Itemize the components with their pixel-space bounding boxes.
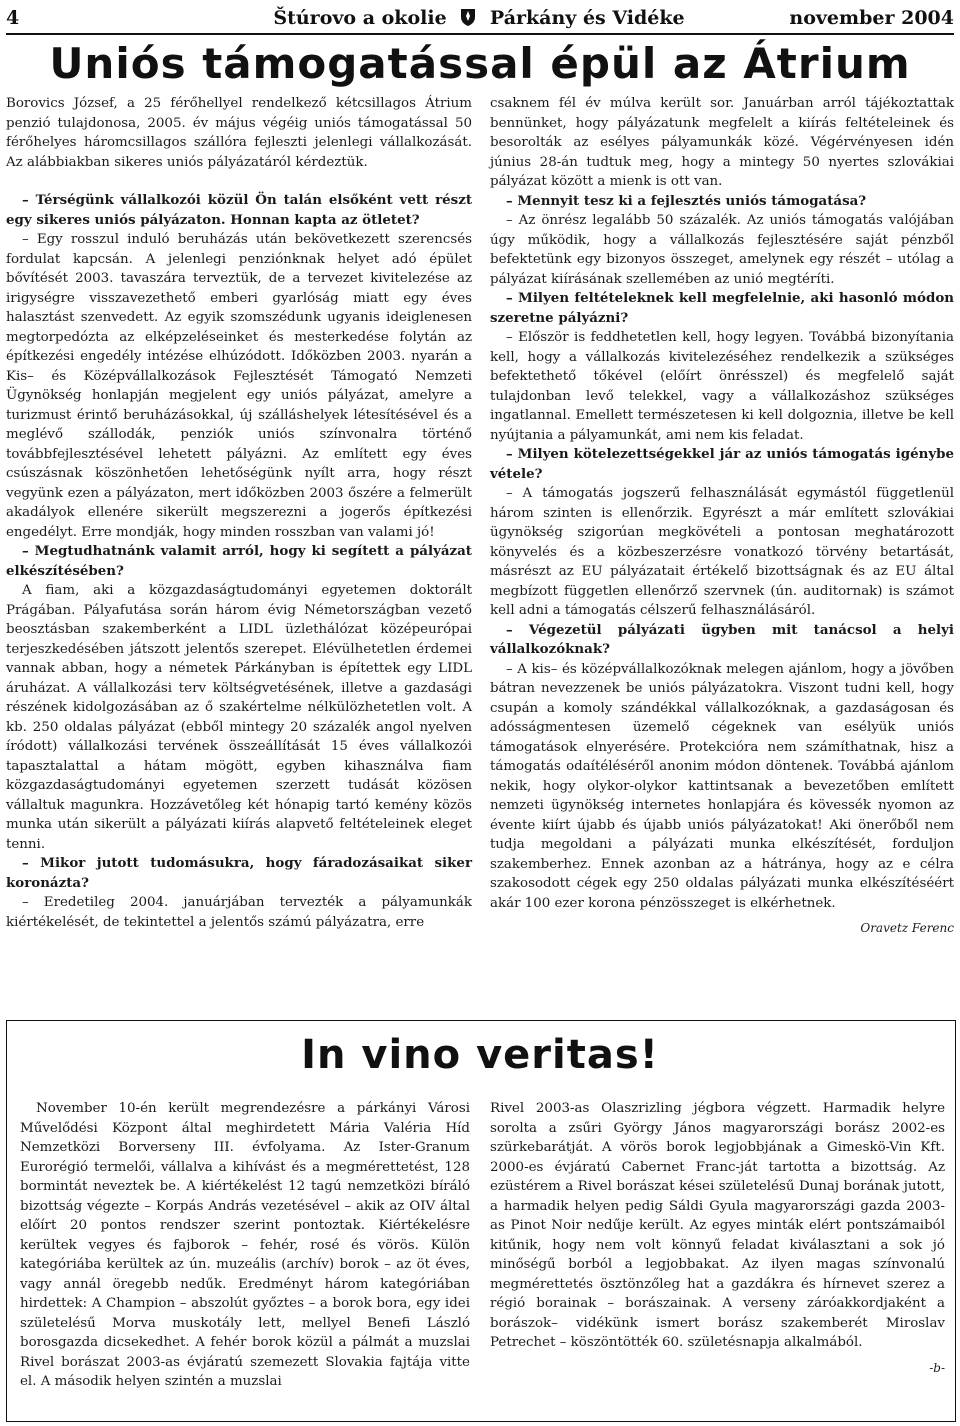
lead-paragraph: Borovics József, a 25 férőhellyel rendelkező kétcsillagos Átrium penzió tulajdonosa, 2005. év május végéig uniós támogatással 50 férőhelyes háromcsillagos szállóra fejleszti jelenlegi vállalkozását. Az alábbiakban sikeres uniós pályázatáról kérdeztük. [6, 96, 472, 170]
wine-article-headline: In vino veritas! [301, 1032, 659, 1078]
wine-article-signature: -b- [929, 1360, 945, 1375]
interview-question: – Mikor jutott tudomásukra, hogy fáradozásaikat siker koronázta? [6, 855, 472, 891]
interview-answer: – Először is feddhetetlen kell, hogy legyen. Továbbá bizonyítania kell, hogy a vállalkozás kivitelezéséhez rendelkezik a szükséges befektethető tőkével (előírt önrésszel) és megfelelő saját tulajdonban levő telekkel, vagy a vállalkozáshoz szükséges ingatlannal. Emellett természetesen ki kell dolgoznia, illetve be kell nyújtania a pályamunkát, ami nem kis feladat. [490, 330, 954, 443]
interview-question: – Milyen kötelezettségekkel jár az uniós támogatás igénybe vétele? [490, 446, 954, 482]
publication-name-sk: Štúrovo a okolie [273, 7, 447, 29]
wine-article-text: November 10-én került megrendezésre a párkányi Városi Művelődési Központ által meghirdetett Mária Valéria Híd Nemzetközi Borverseny III. évfolyama. Az Ister-Granum Eurorégió termelői, vállalva a kihívást és a megmérettetést, 128 bormintát neveztek be. A kiértékelést 12 tagú nemzetközi bíráló bizottság végezte – Korpás András vezetésével – akik az OIV által előírt 20 pontos rendszer szerint pontoztak. Kiértékelésre kerültek vegyes és fajborok – fehér, rosé és vörös. Külön kategóriába kerültek az ún. muzeális (archív) borok – az öt éves, vagy annál öregebb nedűk. Eredményt három kategóriában hirdettek: A Champion – abszolút győztes – a borok bora, egy idei születelésű Morva muskotály lett, mellyel Benefi László borosgazda dicsekedhet. A fehér borok közül a pálmát a muzslai Rivel borászat 2003-as évjáratú szemezett Slovakia fajtája vitte el. A második helyen szintén a muzslai [20, 1101, 470, 1389]
interview-answer: – A támogatás jogszerű felhasználását egymástól függetlenül három szinten is ellenőrzik. Egyrészt a már említett szlovákiai ügynökség szigorúan megkövételi a pontosan meghatározott könyvelés és a közbeszerzésre vonatkozó törvény betartását, másrészt az EU pályázatait értékelő bizottságnak és az EU által megbízott független ellenőrző szervnek (ún. auditornak) is számot kell adni a támogatás célszerű felhasználásáról. [490, 486, 954, 618]
interview-answer: A fiam, aki a közgazdaságtudományi egyetemen doktorált Prágában. Pályafutása során három évig Németországban vezető beosztásban szakemberként a LIDL üzlethálózat középeurópai terjeszkedésében játszott jelentős szerepet. Elévülhetetlen érdemei vannak abban, hogy a németek Párkányban is építettek egy LIDL áruházat. A vállalkozási terv költségvetésének, illetve a gazdasági részének kidolgozásában az ő szakértelme nélkülözhetetlen volt. A kb. 250 oldalas pályázat (ebből mintegy 20 százalék angol nyelven íródott) vállalkozási tervének összeállítását 15 éves vállalkozói tapasztalattal a hátam mögött, egyben kihasználva fiam közgazdaságtudományi egyetemen szerzett tudását közösen vállaltuk magunkra. Hozzávetőleg két hónapig tartó kemény közös munka után sikerült a pályázati kiírás alapvető feltételeinek eleget tenni. [6, 583, 472, 852]
interview-answer: – Az önrész legalább 50 százalék. Az uniós támogatás valójában úgy működik, hogy a vállalkozás fejlesztésére saját pénzből befektetünk egy bizonyos összeget, amelynek egy részét – utólag a pályázat kiírásának szellemében az unió megtéríti. [490, 213, 954, 287]
publication-name-hu: Párkány és Vidéke [489, 7, 685, 29]
article-headline: Uniós támogatással épül az Átrium [49, 39, 911, 88]
wine-article-column-right [490, 1099, 945, 1378]
crest-icon [459, 7, 477, 27]
interview-answer: – A kis– és középvállalkozóknak melegen ajánlom, hogy a jövőben bátran nevezzenek be uniós pályázatokra. Viszont tudni kell, hogy csupán a komoly szándékkal vállalkozóknak, a gazdaságosan és adósságmentesen üzemelő cégeknek van esélyük uniós támogatások elnyerésére. Protekcióra nem számíthatnak, hisz a támogatás odaítéléséről anonim módon döntenek. Továbbá ajánlom nekik, hogy olykor-olykor kattintsanak a bevezetőben említett nemzeti ügynökség internetes honlapjára és kövessék nyomon az évente kiírt újabb és újabb uniós pályázatokat! Aki önerőből nem tudja megoldani a pályázati munka elkészítését, forduljon szakemberhez. Ennek azonban az a hátránya, hogy az e célra szakosodott cégek egy 250 oldalas pályázati munka elkészítéséért akár 100 ezer korona pénzösszeget is elkérhetnek. [490, 661, 954, 911]
interview-question: – Milyen feltételeknek kell megfelelnie, aki hasonló módon szeretne pályázni? [490, 290, 954, 326]
continued-paragraph: csaknem fél év múlva került sor. Januárban arról tájékoztattak bennünket, hogy pályázatunk megfelelt a kiírás feltételeinek és besorolták az esélyes pályamunkák közé. Végérvényesen idén június 28-án tudtuk meg, hogy a mintegy 50 nyertes szlovákiai pályázat között a mienk is ott van. [490, 96, 954, 189]
article-column-right [490, 94, 954, 939]
interview-answer: – Eredetileg 2004. januárjában tervezték a pályamunkák kiértékelését, de tekintettel a jelentős számú pályázatra, erre [6, 895, 472, 930]
issue-date: november 2004 [789, 7, 954, 29]
interview-question: – Térségünk vállalkozói közül Ön talán elsőként vett részt egy sikeres uniós pályázaton. Honnan kapta az ötletet? [6, 192, 472, 228]
interview-question: – Végezetül pályázati ügyben mit tanácsol a helyi vállalkozóknak? [490, 621, 954, 657]
interview-question: – Megtudhatnánk valamit arról, hogy ki segített a pályázat elkészítésében? [6, 543, 472, 579]
wine-article-text: Rivel 2003-as Olaszrizling jégbora végzett. Harmadik helyre sorolta a zsűri György János magyarországi borász 2002-es szürkebarátját. A vörös borok legjobbjának a Gimeskö-Vin Kft. 2000-es évjáratú Cabernet Franc-ját tartotta a bizottság. Az ezüstérem a Rivel borászat kései születelésű Dunaj borának jutott, a harmadik helyen pedig Sáldi Gyula magyarországi gazda 2003-as Pinot Noir nedűje került. Az egyes minták elért pontszámaiból kitűnik, hogy nem volt könnyű feladat kiválasztani a sok jó minőségű borból a legjobbakat. Az ilyen magas színvonalú megmérettetés ösztönzőleg hat a gazdákra és hírnevet szerez a régió borainak – borászainak. A verseny záróakkordjaként a borászok– vidékünk ismert borász szakemberét Miroslav Petrechet – köszöntötték 60. születésnapja alkalmából. [490, 1101, 945, 1350]
interview-answer: – Egy rosszul induló beruházás után bekövetkezett szerencsés fordulat kapcsán. A jelenlegi penziónknak helyet adó épület bővítését 2003. tavaszára terveztük, de a tervezet kivitelezése az irigységre visszavezethető emberi gyarlóság miatt egy éves halasztást szenvedett. Az egyik szomszédunk ugyanis ideiglenesen megtorpedózta az elképzeléseinket és mesterkedése folytán az építkezési engedély intézése elhúzódott. Időközben 2003. nyarán a Kis– és Középvállalkozások Fejlesztését Támogató Nemzeti Ügynökség honlapján megjelent egy uniós pályázat, amelyre a turizmust érintő beruházásokkal, új szálláshelyek létesítésével és a meglévő szállodák, penziók uniós színvonalra történő továbbfejlesztésével lehetett pályázni. Az említett egy éves csúszásnak köszönhetően lehetőségünk nyílt arra, hogy részt vegyünk ezen a pályázaton, mert időközben 2003 őszére a felmerült akadályok ellenére sikerült megszerezni a jogerős építkezési engedélyt. Erre mondják, hogy minden rosszban van valami jó! [6, 232, 472, 540]
interview-question: – Mennyit tesz ki a fejlesztés uniós támogatása? [506, 192, 867, 209]
wine-article-column-left [20, 1099, 470, 1392]
page-number: 4 [6, 7, 20, 29]
page-header [4, 4, 954, 34]
author-signature: Oravetz Ferenc [860, 921, 954, 935]
article-column-left [6, 94, 472, 932]
header-rule [6, 33, 954, 35]
